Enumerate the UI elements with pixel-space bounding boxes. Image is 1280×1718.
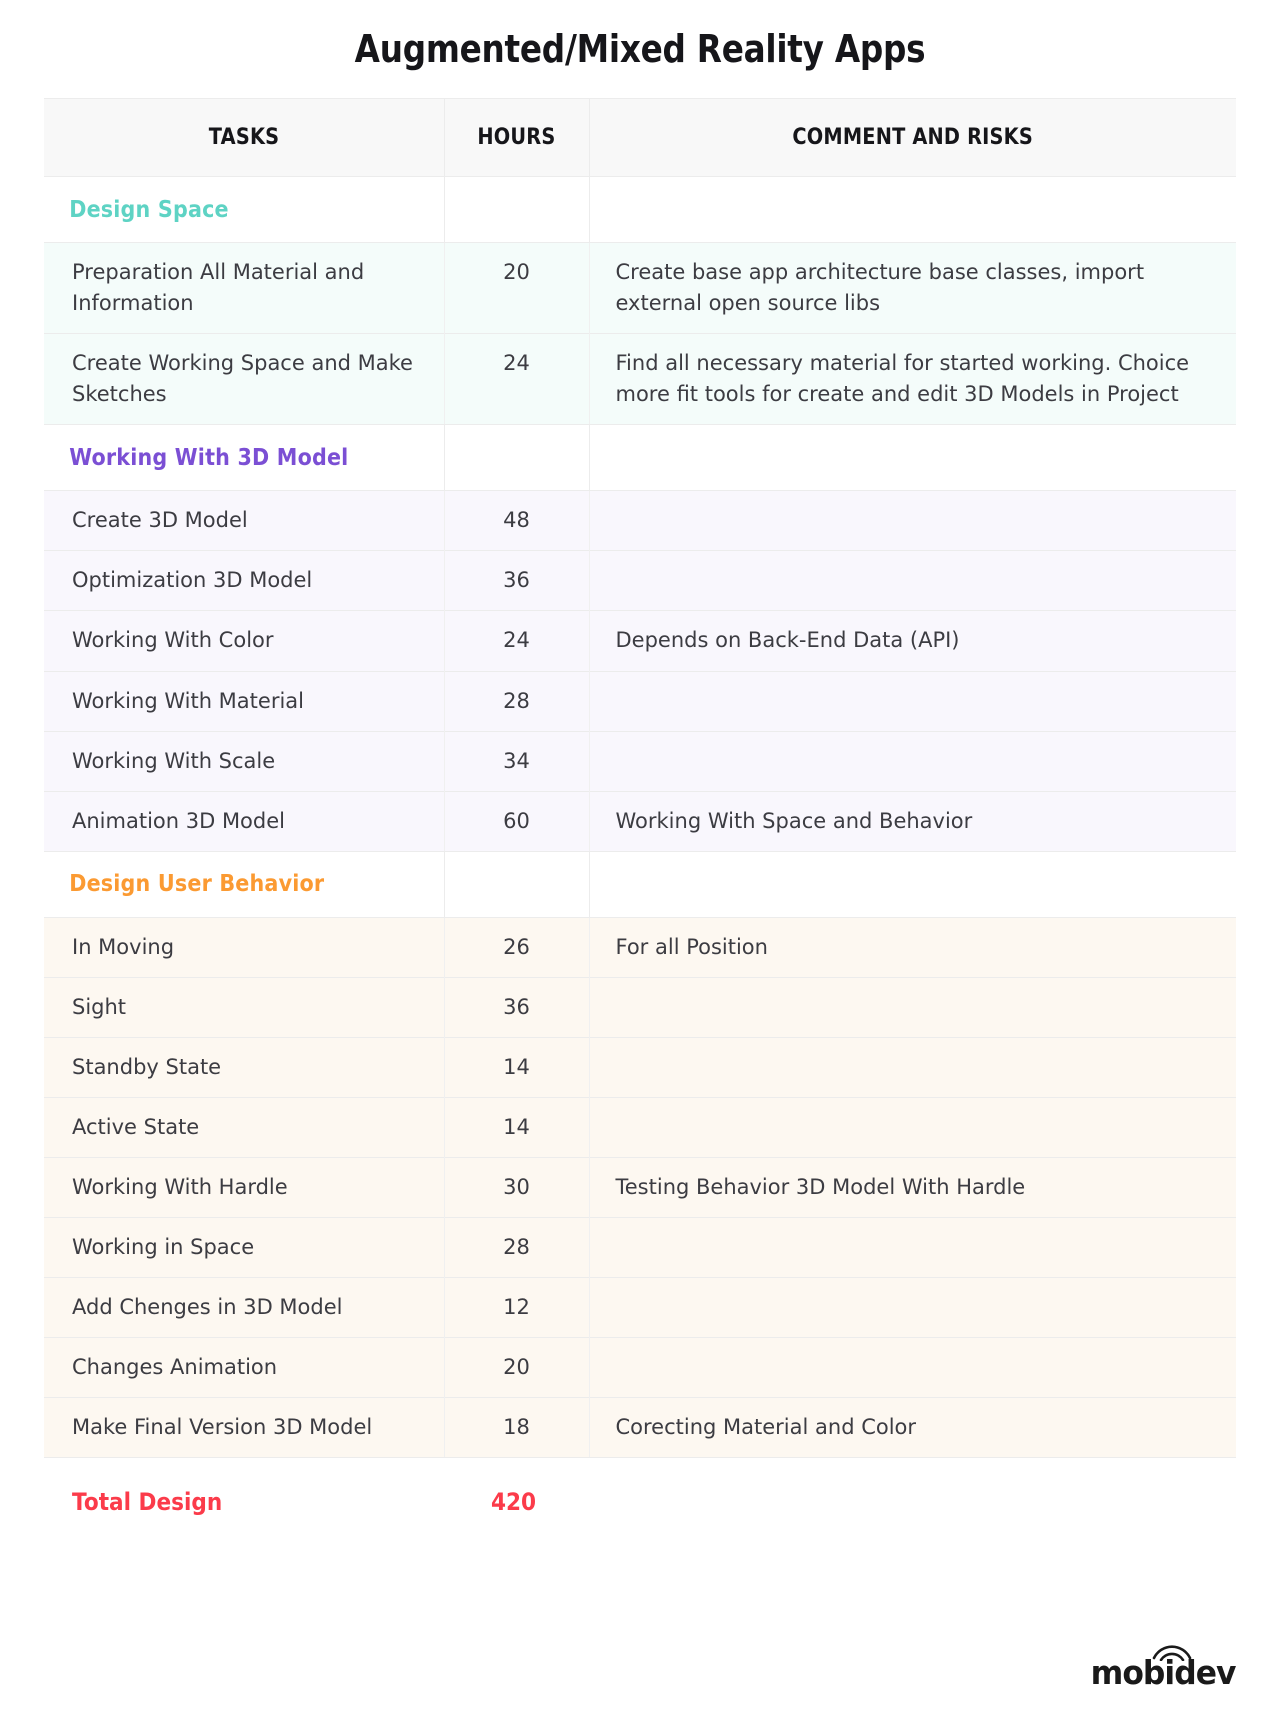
comment-cell: Create base app architecture base classes, import external open source libs: [589, 243, 1236, 334]
section-hours-cell: [444, 425, 589, 491]
comment-cell: [589, 1338, 1236, 1398]
task-cell: Working With Scale: [44, 731, 444, 791]
table-row: [44, 551, 1236, 611]
table-row: [44, 1398, 1236, 1458]
comment-cell: [589, 1037, 1236, 1097]
section-title: Working With 3D Model: [69, 444, 349, 471]
column-header-hours: [444, 99, 589, 177]
estimate-table-container: [44, 98, 1236, 1526]
table-row: [44, 491, 1236, 551]
table-row: [44, 334, 1236, 425]
table-header-row: [44, 99, 1236, 177]
section-hours-cell: [444, 851, 589, 917]
hours-cell: 30: [444, 1158, 589, 1218]
section-title: Design Space: [69, 196, 229, 223]
task-cell: Optimization 3D Model: [44, 551, 444, 611]
total-label: [44, 1458, 444, 1527]
hours-cell: 36: [444, 551, 589, 611]
hours-cell: 20: [444, 243, 589, 334]
task-cell: Working in Space: [44, 1218, 444, 1278]
task-cell: Working With Material: [44, 671, 444, 731]
task-cell: Make Final Version 3D Model: [44, 1398, 444, 1458]
column-header-comment: [589, 99, 1236, 177]
hours-cell: 60: [444, 791, 589, 851]
comment-cell: For all Position: [589, 917, 1236, 977]
comment-cell: [589, 1278, 1236, 1338]
hours-cell: 14: [444, 1098, 589, 1158]
table-row: [44, 791, 1236, 851]
table-row: [44, 1037, 1236, 1097]
comment-cell: [589, 551, 1236, 611]
hours-cell: 24: [444, 611, 589, 671]
comment-cell: [589, 1098, 1236, 1158]
section-comment-cell: [589, 425, 1236, 491]
hours-cell: 24: [444, 334, 589, 425]
hours-cell: 26: [444, 917, 589, 977]
comment-cell: Corecting Material and Color: [589, 1398, 1236, 1458]
task-cell: Create 3D Model: [44, 491, 444, 551]
comment-cell: Find all necessary material for started working. Choice more fit tools for create and edit 3D Models in Project: [589, 334, 1236, 425]
task-cell: In Moving: [44, 917, 444, 977]
hours-cell: 14: [444, 1037, 589, 1097]
page-title: Augmented/Mixed Reality Apps: [354, 27, 926, 71]
task-cell: Working With Hardle: [44, 1158, 444, 1218]
hours-cell: 28: [444, 1218, 589, 1278]
section-header-cell: [44, 425, 444, 491]
section-header-row: [44, 177, 1236, 243]
table-row: [44, 731, 1236, 791]
table-row: [44, 671, 1236, 731]
section-header-cell: [44, 177, 444, 243]
task-cell: Preparation All Material and Information: [44, 243, 444, 334]
total-label-text: Total Design: [72, 1488, 223, 1517]
task-cell: Animation 3D Model: [44, 791, 444, 851]
total-spacer-cell: [589, 1458, 1236, 1527]
task-cell: Add Chenges in 3D Model: [44, 1278, 444, 1338]
table-row: [44, 977, 1236, 1037]
brand-logo-text: mobidev: [1091, 1653, 1236, 1692]
comment-cell: Depends on Back-End Data (API): [589, 611, 1236, 671]
section-header-cell: [44, 851, 444, 917]
task-cell: Sight: [44, 977, 444, 1037]
task-cell: Changes Animation: [44, 1338, 444, 1398]
comment-cell: Testing Behavior 3D Model With Hardle: [589, 1158, 1236, 1218]
section-comment-cell: [589, 851, 1236, 917]
column-header-hours-label: HOURS: [477, 125, 556, 150]
comment-cell: [589, 671, 1236, 731]
column-header-comment-label: COMMENT AND RISKS: [792, 125, 1034, 150]
table-row: [44, 243, 1236, 334]
total-value: [444, 1458, 589, 1527]
hours-cell: 48: [444, 491, 589, 551]
task-cell: Active State: [44, 1098, 444, 1158]
section-title: Design User Behavior: [69, 871, 325, 898]
hours-cell: 36: [444, 977, 589, 1037]
column-header-tasks: [44, 99, 444, 177]
table-row: [44, 1338, 1236, 1398]
table-row: [44, 1218, 1236, 1278]
total-value-text: 420: [491, 1488, 537, 1517]
task-cell: Standby State: [44, 1037, 444, 1097]
section-comment-cell: [589, 177, 1236, 243]
comment-cell: [589, 491, 1236, 551]
table-row: [44, 611, 1236, 671]
table-row: [44, 917, 1236, 977]
table-body: [44, 177, 1236, 1527]
column-header-tasks-label: TASKS: [208, 125, 279, 150]
table-row: [44, 1158, 1236, 1218]
estimate-table: [44, 98, 1236, 1526]
brand-logo: [1036, 1636, 1236, 1694]
section-hours-cell: [444, 177, 589, 243]
total-row: [44, 1458, 1236, 1527]
task-cell: Working With Color: [44, 611, 444, 671]
hours-cell: 12: [444, 1278, 589, 1338]
table-header: [44, 99, 1236, 177]
hours-cell: 18: [444, 1398, 589, 1458]
comment-cell: [589, 1218, 1236, 1278]
section-header-row: [44, 851, 1236, 917]
comment-cell: Working With Space and Behavior: [589, 791, 1236, 851]
comment-cell: [589, 731, 1236, 791]
section-header-row: [44, 425, 1236, 491]
task-cell: Create Working Space and Make Sketches: [44, 334, 444, 425]
hours-cell: 34: [444, 731, 589, 791]
table-row: [44, 1098, 1236, 1158]
table-row: [44, 1278, 1236, 1338]
hours-cell: 28: [444, 671, 589, 731]
comment-cell: [589, 977, 1236, 1037]
hours-cell: 20: [444, 1338, 589, 1398]
